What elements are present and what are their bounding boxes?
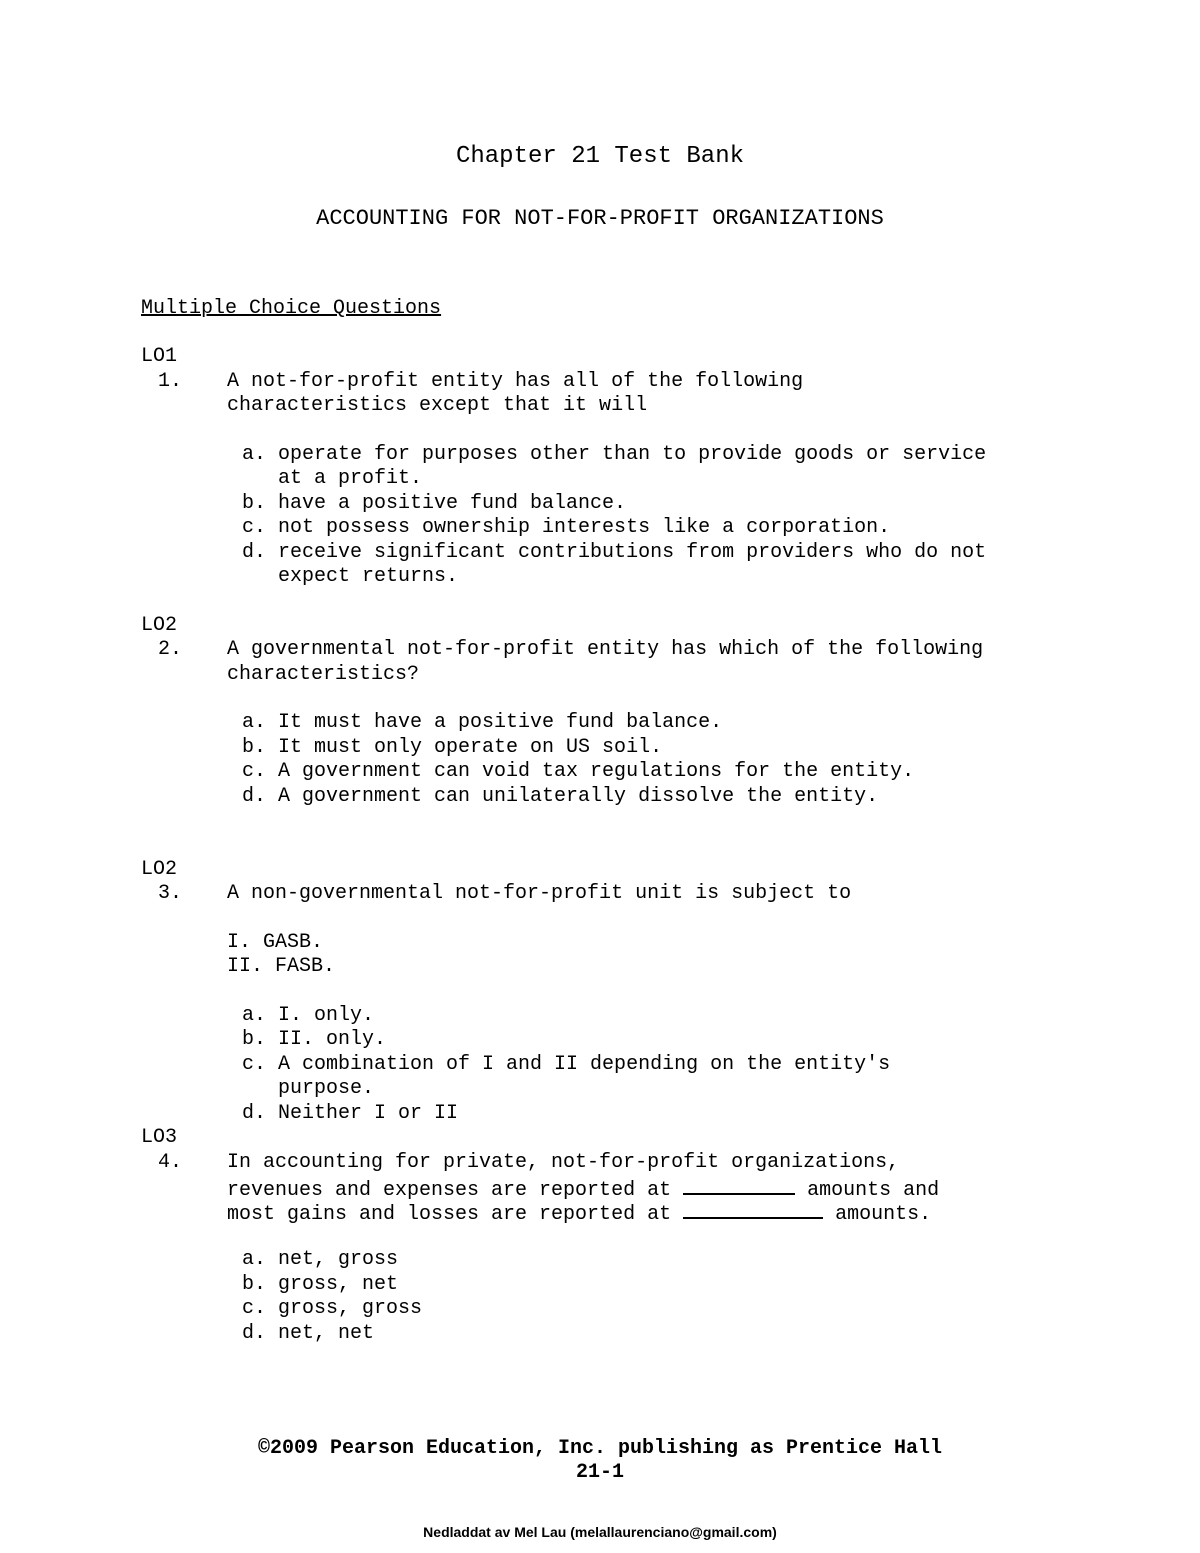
stem-text: most gains and losses are reported at [227,1203,684,1226]
answer-option-a: a. operate for purposes other than to provide goods or service [242,443,987,466]
fill-in-blank [683,1175,795,1195]
question-stem-line: characteristics? [227,663,420,686]
answer-option-b: b. II. only. [242,1028,387,1051]
answer-option-c: c. A combination of I and II depending on the entity's [242,1053,891,1076]
answer-option-d: d. net, net [242,1322,375,1345]
answer-option-b: b. It must only operate on US soil. [242,736,663,759]
stem-text: revenues and expenses are reported at [227,1179,684,1202]
question-number: 2. [158,638,183,661]
answer-option-c-cont: purpose. [242,1077,375,1100]
question-stem-line [227,1199,931,1227]
page-number: 21-1 [575,1461,624,1484]
answer-option-a-cont: at a profit. [242,467,423,490]
question-stem-line: characteristics except that it will [227,394,648,417]
stem-text: amounts and [795,1179,940,1202]
question-sub-item: II. FASB. [227,955,336,978]
question-number: 4. [158,1151,183,1174]
learning-objective-label: LO1 [141,345,178,368]
fill-in-blank [683,1199,823,1219]
section-heading: Multiple Choice Questions [141,297,442,320]
answer-option-d: d. A government can unilaterally dissolve the entity. [242,785,879,808]
answer-option-c: c. gross, gross [242,1297,423,1320]
copyright-notice: ©2009 Pearson Education, Inc. publishing as Prentice Hall [257,1437,943,1460]
answer-option-d-cont: expect returns. [242,565,459,588]
answer-option-d: d. receive significant contributions from providers who do not [242,541,987,564]
stem-text: amounts. [823,1203,932,1226]
download-watermark: Nedladdat av Mel Lau (melallaurenciano@gmail.com) [423,1524,777,1540]
question-stem-line: In accounting for private, not-for-profit organizations, [227,1151,900,1174]
learning-objective-label: LO2 [141,858,178,881]
question-stem-line: A not-for-profit entity has all of the following [227,370,804,393]
answer-option-d: d. Neither I or II [242,1102,459,1125]
learning-objective-label: LO2 [141,614,178,637]
answer-option-a: a. net, gross [242,1248,399,1271]
page-subtitle: ACCOUNTING FOR NOT-FOR-PROFIT ORGANIZATIONS [316,206,884,231]
question-number: 3. [158,882,183,905]
answer-option-b: b. have a positive fund balance. [242,492,627,515]
question-stem-line: A non-governmental not-for-profit unit is subject to [227,882,852,905]
answer-option-b: b. gross, net [242,1273,399,1296]
question-sub-item: I. GASB. [227,931,324,954]
learning-objective-label: LO3 [141,1126,178,1149]
question-number: 1. [158,370,183,393]
answer-option-c: c. A government can void tax regulations for the entity. [242,760,915,783]
question-stem-line: A governmental not-for-profit entity has which of the following [227,638,984,661]
page-title: Chapter 21 Test Bank [455,143,745,170]
answer-option-c: c. not possess ownership interests like a corporation. [242,516,891,539]
answer-option-a: a. It must have a positive fund balance. [242,711,723,734]
answer-option-a: a. I. only. [242,1004,375,1027]
